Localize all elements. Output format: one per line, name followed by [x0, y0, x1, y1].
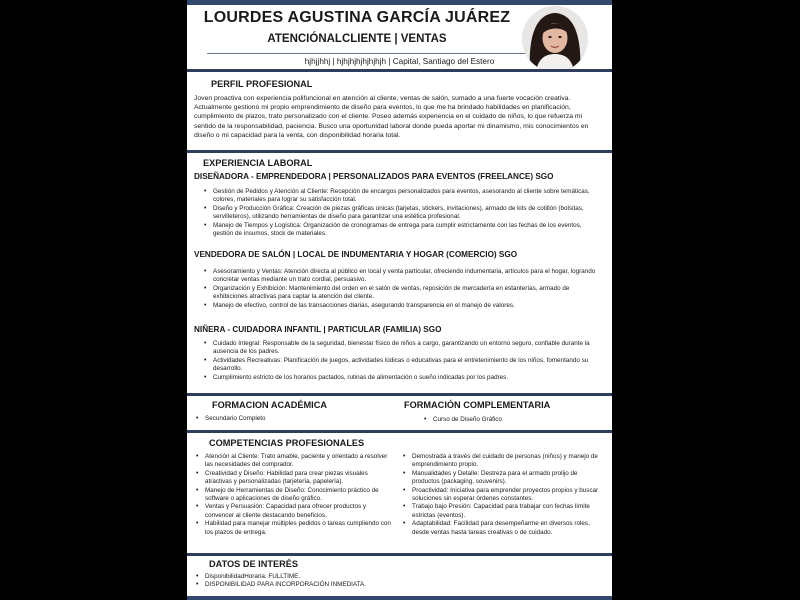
formacion-academica-title: FORMACION ACADÉMICA — [212, 400, 328, 410]
competencias-title: COMPETENCIAS PROFESIONALES — [209, 438, 365, 448]
job-title: VENDEDORA DE SALÓN | LOCAL DE INDUMENTARIA Y HOGAR (COMERCIO) SGO — [194, 250, 518, 259]
job-title: DISEÑADORA - EMPRENDEDORA | PERSONALIZADOS PARA EVENTOS (FREELANCE) SGO — [194, 172, 554, 181]
list-item: • Diseño y Producción Gráfica: Creación de piezas gráficas únicas (tarjetas, stickers, invitaciones), armado de kits de cotillón (bolsitas, servilleteros), utilizando herramientas de diseño para garantizar una estética profesional. — [203, 205, 601, 222]
list-item: • Ventas y Persuasión: Capacidad para ofrecer productos y convencer al cliente destacando beneficios. — [195, 503, 395, 520]
candidate-name: LOURDES AGUSTINA GARCÍA JUÁREZ — [203, 9, 511, 26]
section-divider — [187, 553, 612, 556]
list-item: • Organización y Exhibición: Mantenimiento del orden en el salón de ventas, reposición de mercadería en estanterías, armado de exhibiciones atractivas para captar la atención del cliente. — [203, 285, 601, 302]
candidate-role: ATENCIÓNALCLIENTE | VENTAS — [267, 33, 447, 45]
section-divider — [187, 150, 612, 153]
competencias-left — [195, 453, 395, 537]
list-item: • Atención al Cliente: Trato amable, paciente y orientado a resolver las necesidades del comprador. — [195, 453, 395, 470]
list-item: • Cumplimiento estricto de los horarios pactados, rutinas de alimentación o sueño indicadas por los padres. — [203, 374, 601, 382]
list-item: • Actividades Recreativas: Planificación de juegos, actividades lúdicas o educativas para el entretenimiento de los niños, fomentando su desarrollo. — [203, 357, 601, 374]
complementaria-list — [423, 416, 603, 424]
list-item: • Manejo de Tiempos y Logística: Organización de cronogramas de entrega para cumplir estrictamente con las fechas de los eventos, gestión de insumos, stock de materiales. — [203, 222, 601, 239]
section-divider — [187, 69, 612, 72]
list-item: • Gestión de Pedidos y Atención al Cliente: Recepción de encargos personalizados para eventos, asesorando al cliente sobre temáticas, colores, materiales para lograr su satisfacción total. — [203, 188, 601, 205]
job-bullets — [203, 268, 601, 310]
list-item: • Secundario Completo — [195, 415, 385, 423]
formacion-complementaria-title: FORMACIÓN COMPLEMENTARIA — [404, 400, 551, 410]
list-item: • DisponibilidadHoraria: FULLTIME. — [195, 573, 595, 581]
job-bullets — [203, 188, 601, 238]
list-item: • Cuidado Integral: Responsable de la seguridad, bienestar físico de niños a cargo, garantizando un entorno seguro, confiable durante la ausencia de los padres. — [203, 340, 601, 357]
contact-line: hjhjjhhj | hjhjhjhjhjhjhjh | Capital, Santiago del Estero — [304, 57, 495, 66]
list-item: • DISPONIBILIDAD PARA INCORPORACIÓN INMEDIATA. — [195, 581, 595, 589]
list-item: • Habilidad para manejar múltiples pedidos o tareas cumpliendo con los plazos de entrega. — [195, 520, 395, 537]
datos-list — [195, 573, 595, 590]
section-divider — [187, 393, 612, 396]
section-divider — [187, 430, 612, 433]
list-item: • Asesoramiento y Ventas: Atención directa al público en local y venta particular, ofreciendo indumentaria, artículos para el hogar, logrando concretar ventas mediante un trato cordial, persuasivo. — [203, 268, 601, 285]
datos-title: DATOS DE INTERÉS — [209, 559, 298, 569]
job-bullets — [203, 340, 601, 382]
list-item: • Manejo de efectivo, control de las transacciones diarias, asegurando transparencia en el manejo de valores. — [203, 302, 601, 310]
list-item: • Proactividad: Iniciativa para emprender proyectos propios y buscar soluciones sin esperar órdenes constantes. — [402, 487, 604, 504]
academica-list — [195, 415, 385, 423]
list-item: • Curso de Diseño Gráfico — [423, 416, 603, 424]
list-item: • Adaptabilidad: Facilidad para desempeñarme en diversos roles, desde ventas hasta tareas creativas o de cuidado. — [402, 520, 604, 537]
job-title: NIÑERA - CUIDADORA INFANTIL | PARTICULAR (FAMILIA) SGO — [194, 325, 442, 334]
list-item: • Manejo de Herramientas de Diseño: Conocimiento práctico de software o aplicaciones de diseño gráfico. — [195, 487, 395, 504]
list-item: • Creatividad y Diseño: Habilidad para crear piezas visuales atractivas y personalizadas (tarjetería, papelería). — [195, 470, 395, 487]
experiencia-title: EXPERIENCIA LABORAL — [203, 158, 313, 168]
profile-photo — [522, 6, 588, 72]
top-accent-bar — [187, 0, 612, 5]
list-item: • Manualidades y Detalle: Destreza para el armado prolijo de productos (packaging, souvenirs). — [402, 470, 604, 487]
list-item: • Demostrada a través del cuidado de personas (niños) y manejo de emprendimiento propio. — [402, 453, 604, 470]
competencias-right — [402, 453, 604, 537]
header-divider — [207, 53, 529, 54]
perfil-title: PERFIL PROFESIONAL — [211, 79, 313, 89]
list-item: • Trabajo bajo Presión: Capacidad para trabajar con fechas límite estrictas (eventos). — [402, 503, 604, 520]
bottom-accent-bar — [187, 596, 612, 600]
resume-page — [187, 0, 612, 600]
perfil-text: Joven proactiva con experiencia polifuncional en atención al cliente, ventas de salón, sumado a una fuerte vocación creativa. Actualmente gestiono mi propio emprendimiento de diseño para eventos, lo que me ha brindado habilidades en planificación, cumplimiento de plazos, trato personalizado con el cliente. Poseo además experiencia en el cuidado de niños, lo que refuerza mi sentido de la responsabilidad, paciencia. Busco una oportunidad laboral donde pueda aportar mi dinamismo, mis conocimientos en diseño o mi capacidad para la venta, con disponibilidad horaria total. — [194, 95, 589, 139]
